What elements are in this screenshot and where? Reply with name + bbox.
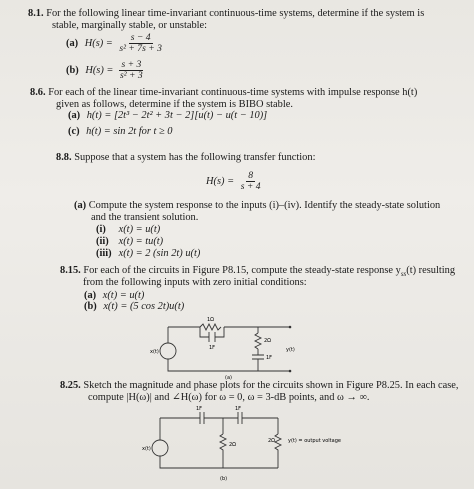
input-label: x(t): [142, 446, 151, 452]
capacitor-2: [238, 412, 242, 424]
fraction: [239, 171, 263, 192]
voltage-source: [152, 440, 168, 456]
equation-lhs: H(s) =: [84, 37, 113, 49]
capacitor-1-label: 1F: [209, 345, 216, 351]
equation-lhs: H(s) =: [85, 64, 114, 76]
problem-8-15-line2: [83, 277, 307, 289]
problem-text: stable, marginally stable, or unstable:: [52, 20, 208, 31]
problem-8-25: [60, 380, 472, 392]
part-label: (a): [68, 110, 81, 121]
figure-caption: (b): [220, 476, 228, 482]
numerator: 8: [248, 170, 253, 181]
problem-8-6: [30, 87, 470, 99]
resistor-2-label: 2Ω: [268, 438, 276, 444]
problem-8-1: [28, 8, 468, 20]
problem-text: Sketch the magnitude and phase plots for the circuits shown in Figure P8.25. In each case,: [83, 380, 459, 391]
equation: h(t) = [2t³ − 2t² + 3t − 2][u(t) − u(t − 10)]: [86, 110, 268, 121]
part-label: (b): [66, 64, 79, 76]
part-label: (a): [84, 290, 97, 301]
resistor-2-label: 2Ω: [264, 338, 272, 344]
resistor-1: [200, 324, 221, 330]
denominator: s² + 7s + 3: [119, 43, 162, 54]
transfer-function: [206, 171, 265, 192]
problem-number: 8.25.: [60, 380, 81, 391]
voltage-source: [160, 343, 176, 359]
problem-8-1-line2: [52, 20, 207, 32]
resistor-1-label: 2Ω: [229, 442, 237, 448]
problem-number: 8.6.: [30, 87, 46, 98]
equation: x(t) = 2 (sin 2t) u(t): [118, 248, 201, 259]
equation: x(t) = tu(t): [118, 236, 164, 247]
circuit-figure-p8-25: [138, 404, 358, 484]
numerator: s + 3: [121, 59, 142, 70]
subpart-ii: [96, 236, 163, 248]
capacitor-1: [200, 412, 204, 424]
problem-text: given as follows, determine if the system is BIBO stable.: [56, 99, 293, 110]
part-8-1-a: [66, 33, 166, 54]
problem-text: For each of the circuits in Figure P8.15, compute the steady-state response y: [83, 265, 401, 276]
capacitor-1: [209, 332, 215, 342]
part-label: (ii): [96, 236, 109, 247]
part-8-8-a-line2: [91, 212, 198, 224]
problem-text: For the following linear time-invariant continuous-time systems, determine if the system is: [46, 8, 425, 19]
problem-text: (t) resulting: [406, 265, 456, 276]
part-8-6-a: [68, 110, 267, 122]
subpart-iii: [96, 248, 200, 260]
part-8-15-b: [84, 301, 184, 313]
resistor-1: [220, 434, 226, 468]
problem-text: compute |H(ω)| and ∠H(ω) for ω = 0, ω = 3-dB points, and ω → ∞.: [88, 392, 370, 403]
fraction: [118, 60, 145, 81]
resistor-1-label: 1Ω: [207, 317, 215, 323]
output-label: y(t) = output voltage: [288, 438, 341, 444]
output-label: y(t): [286, 347, 295, 353]
problem-text: from the following inputs with zero initial conditions:: [83, 277, 307, 288]
part-8-8-a: [74, 200, 440, 212]
part-label: (a): [74, 200, 87, 211]
problem-text: and the transient solution.: [91, 212, 199, 223]
subpart-i: [96, 224, 160, 236]
equation-lhs: H(s) =: [206, 175, 235, 187]
input-label: x(t): [150, 349, 159, 355]
equation: x(t) = u(t): [118, 224, 161, 235]
numerator: s − 4: [130, 32, 151, 43]
resistor-2: [255, 333, 261, 349]
problem-number: 8.8.: [56, 152, 72, 163]
problem-8-25-line2: [88, 392, 369, 404]
problem-number: 8.15.: [60, 265, 81, 276]
subscript: ss: [400, 270, 407, 279]
capacitor-1-label: 1F: [196, 406, 203, 412]
part-label: (iii): [96, 248, 112, 259]
part-label: (c): [68, 126, 80, 137]
part-8-6-c: [68, 126, 172, 138]
problem-text: Suppose that a system has the following transfer function:: [74, 152, 316, 163]
capacitor-2-label: 1F: [266, 355, 273, 361]
capacitor-2-label: 1F: [235, 406, 242, 412]
equation: x(t) = (5 cos 2t)u(t): [103, 301, 185, 312]
denominator: s + 4: [240, 181, 261, 192]
equation: x(t) = u(t): [102, 290, 145, 301]
fraction: [117, 33, 163, 54]
figure-caption: (a): [225, 375, 232, 381]
denominator: s² + 3: [120, 70, 143, 81]
resistor-2: [275, 434, 281, 468]
capacitor-2: [252, 349, 264, 371]
part-label: (a): [66, 37, 79, 49]
problem-number: 8.1.: [28, 8, 44, 19]
equation: h(t) = sin 2t for t ≥ 0: [86, 126, 173, 137]
problem-8-8: [56, 152, 315, 164]
part-label: (b): [84, 301, 97, 312]
problem-text: Compute the system response to the inputs (i)–(iv). Identify the steady-state solution: [88, 200, 441, 211]
part-label: (i): [96, 224, 106, 235]
problem-text: For each of the linear time-invariant continuous-time systems with impulse response h(t): [48, 87, 418, 98]
circuit-figure-p8-15: [140, 313, 310, 381]
part-8-1-b: [66, 60, 147, 81]
